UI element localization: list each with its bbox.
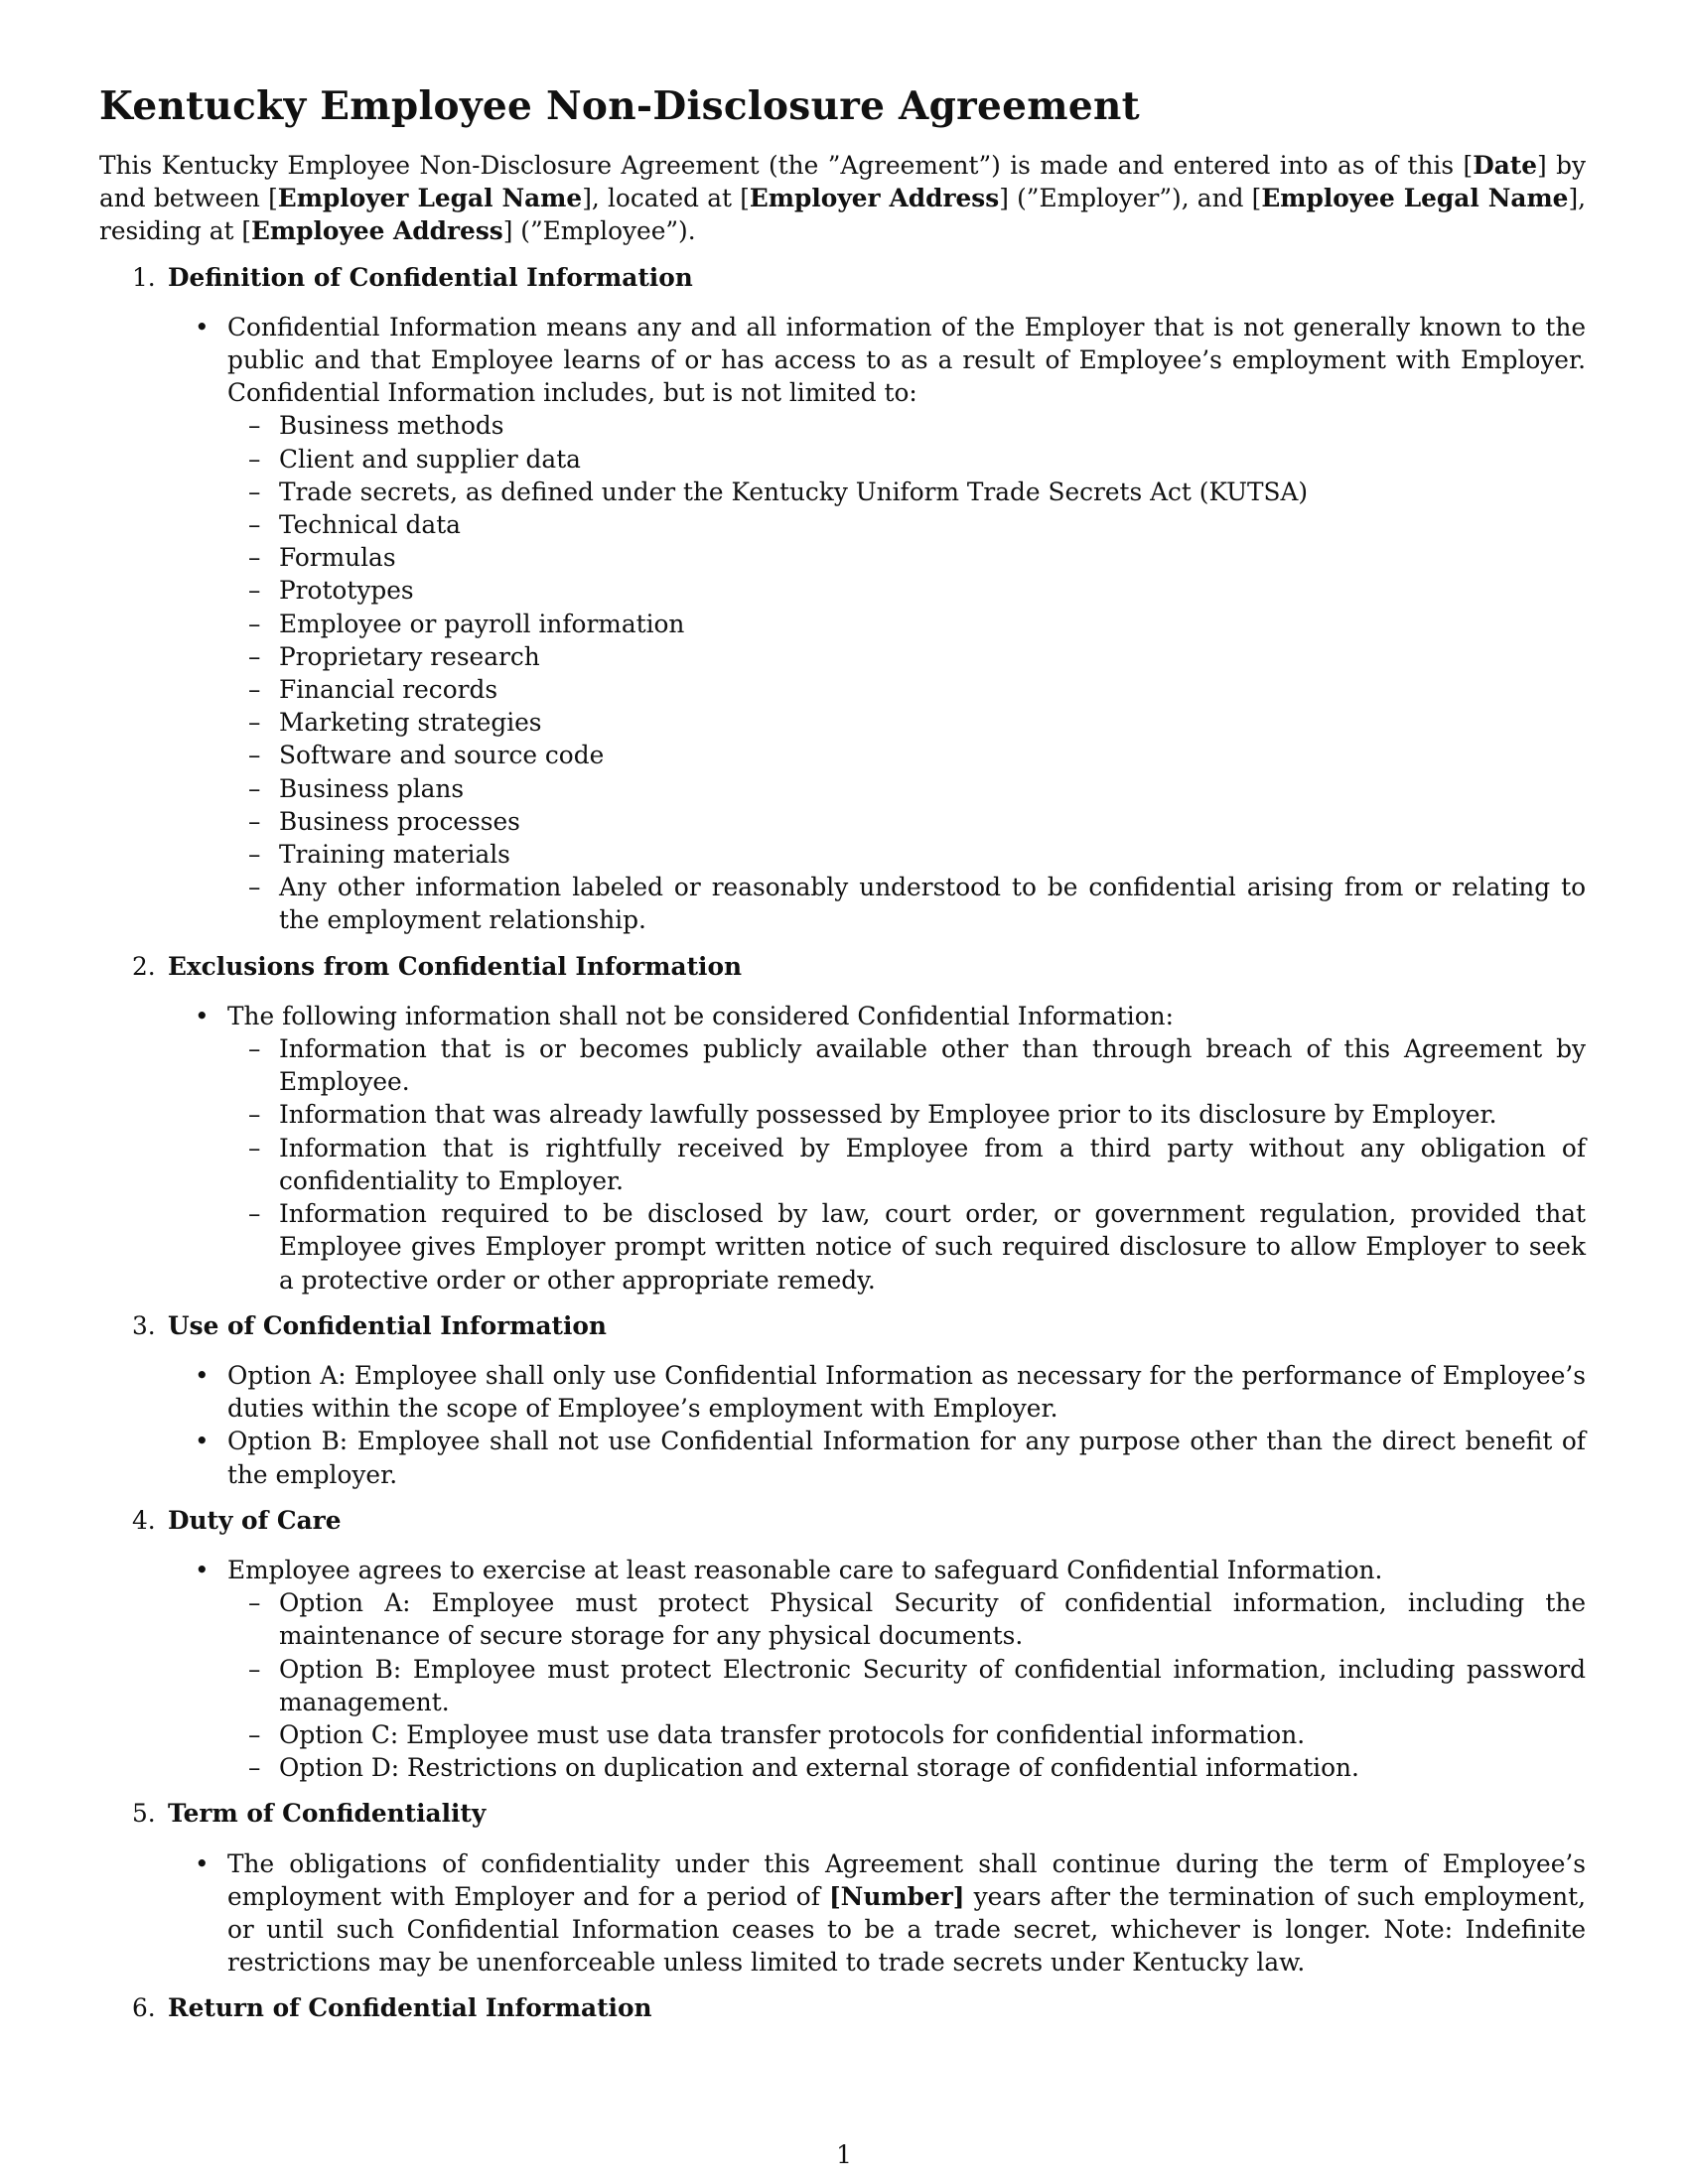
section-5 (99, 1797, 1586, 1979)
dash-marker: – (248, 1133, 261, 1162)
dash-marker: – (248, 444, 261, 474)
section-number: 5. (132, 1799, 156, 1829)
bullet-list (168, 1000, 1586, 1297)
bullet-marker: • (195, 1848, 210, 1878)
dash-marker: – (248, 609, 261, 638)
sub-item-text: Option C: Employee must use data transfer protocols for confidential information. (279, 1719, 1306, 1749)
section-title: Exclusions from Confidential Information (168, 951, 743, 981)
sub-item-text: Proprietary research (279, 641, 540, 671)
dash-marker: – (248, 1199, 261, 1229)
section-number: 6. (132, 1993, 156, 2023)
sub-item (227, 1653, 1586, 1718)
document-title: Kentucky Employee Non-Disclosure Agreement (99, 83, 1140, 129)
sub-item (227, 1197, 1586, 1297)
intro-text: ], residing at [ (99, 184, 1587, 246)
bullet-item (168, 1554, 1586, 1784)
dash-marker: – (248, 708, 261, 738)
sub-item-text: Information required to be disclosed by law, court order, or government regulation, provided that Employee gives Employer prompt written notice of such required disclosure to allow Employer to seek a protective order or other appropriate remedy. (279, 1199, 1586, 1295)
sub-item (227, 640, 1586, 673)
section-number: 4. (132, 1505, 156, 1535)
intro-paragraph (99, 149, 1586, 248)
sub-item (227, 1751, 1586, 1784)
section-1 (99, 261, 1586, 937)
sub-list (227, 1032, 1586, 1297)
section-3 (99, 1309, 1586, 1491)
term-text: The obligations of confidentiality under this Agreement shall continue during the term of Employee’s employment with Employer and for a period of (227, 1848, 1586, 1911)
sub-item-text: Financial records (279, 675, 498, 705)
bullet-item (168, 1847, 1586, 1979)
dash-marker: – (248, 773, 261, 803)
bullet-text: The following information shall not be considered Confidential Information: (227, 1001, 1174, 1030)
number-placeholder: [Number] (828, 1881, 965, 1911)
dash-marker: – (248, 1588, 261, 1618)
sub-item (227, 541, 1586, 574)
employer-name-placeholder: Employer Legal Name (277, 184, 583, 213)
bullet-item (168, 311, 1586, 937)
sub-item-text: Option B: Employee must protect Electronic Security of confidential information, including password management. (279, 1654, 1586, 1716)
sub-item-text: Software and source code (279, 741, 605, 770)
sub-item-text: Information that is or becomes publicly available other than through breach of this Agreement by Employee. (279, 1034, 1586, 1097)
sub-item-text: Trade secrets, as defined under the Kentucky Uniform Trade Secrets Act (KUTSA) (279, 477, 1309, 506)
section-number: 2. (132, 951, 156, 981)
sub-item (227, 1098, 1586, 1131)
intro-text: ], located at [ (582, 184, 750, 213)
sub-item-text: Business methods (279, 411, 504, 441)
dash-marker: – (248, 1034, 261, 1064)
section-number: 1. (132, 262, 156, 292)
dash-marker: – (248, 1654, 261, 1684)
sub-item (227, 1132, 1586, 1197)
sub-item-text: Business plans (279, 773, 465, 803)
sub-item-text: Prototypes (279, 576, 414, 606)
dash-marker: – (248, 576, 261, 606)
date-placeholder: Date (1473, 151, 1537, 180)
bullet-marker: • (195, 312, 210, 341)
section-title: Term of Confidentiality (168, 1799, 487, 1829)
page-number: 1 (836, 2140, 852, 2169)
section-4 (99, 1504, 1586, 1785)
sub-item-text: Marketing strategies (279, 708, 542, 738)
sub-item-text: Option A: Employee must protect Physical Security of confidential information, including the maintenance of secure storage for any physical documents. (279, 1588, 1586, 1651)
bullet-text: Option A: Employee shall only use Confidential Information as necessary for the performance of Employee’s duties within the scope of Employee’s employment with Employer. (227, 1360, 1586, 1424)
dash-marker: – (248, 840, 261, 870)
bullet-marker: • (195, 1360, 210, 1390)
dash-marker: – (248, 477, 261, 506)
sub-item-text: Business processes (279, 806, 520, 836)
intro-text: ] by and between [ (99, 151, 1586, 213)
sub-item (227, 706, 1586, 739)
section-title: Definition of Confidential Information (168, 262, 693, 292)
sub-item (227, 871, 1586, 936)
sub-item-text: Client and supplier data (279, 444, 581, 474)
intro-text: This Kentucky Employee Non-Disclosure Agreement (the ”Agreement”) is made and entered into as of this [ (99, 151, 1474, 180)
bullet-text: Employee agrees to exercise at least reasonable care to safeguard Confidential Information. (227, 1555, 1383, 1584)
bullet-list (168, 1847, 1586, 1979)
bullet-item (168, 1425, 1586, 1490)
section-6 (99, 1991, 1586, 2024)
sub-item-text: Employee or payroll information (279, 609, 685, 638)
sub-item-text: Training materials (279, 840, 510, 870)
bullet-list (168, 311, 1586, 937)
dash-marker: – (248, 741, 261, 770)
employer-address-placeholder: Employer Address (749, 184, 1000, 213)
bullet-list (168, 1359, 1586, 1491)
sub-item (227, 1718, 1586, 1751)
dash-marker: – (248, 1753, 261, 1783)
dash-marker: – (248, 543, 261, 573)
section-title: Use of Confidential Information (168, 1310, 607, 1340)
section-title: Return of Confidential Information (168, 1993, 652, 2023)
sub-item (227, 409, 1586, 442)
employee-address-placeholder: Employee Address (251, 216, 503, 246)
sub-item (227, 443, 1586, 476)
sub-item (227, 1586, 1586, 1652)
section-number: 3. (132, 1310, 156, 1340)
sub-item (227, 805, 1586, 838)
intro-text: ] (”Employee”). (502, 216, 696, 246)
sub-item (227, 838, 1586, 871)
sub-item (227, 673, 1586, 706)
sub-item-text: Technical data (279, 510, 461, 540)
dash-marker: – (248, 1719, 261, 1749)
sub-item-text: Option D: Restrictions on duplication and external storage of confidential information. (279, 1753, 1359, 1783)
sub-list (227, 409, 1586, 936)
dash-marker: – (248, 411, 261, 441)
sub-item (227, 739, 1586, 771)
bullet-marker: • (195, 1555, 210, 1584)
dash-marker: – (248, 873, 261, 902)
sub-item-text: Any other information labeled or reasonably understood to be confidential arising from or relating to the employment relationship. (279, 873, 1586, 935)
sub-item (227, 772, 1586, 805)
sub-item-text: Information that is rightfully received by Employee from a third party without any obligation of confidentiality to Employer. (279, 1133, 1586, 1195)
sub-item (227, 608, 1586, 640)
term-text: years after the termination of such employment, or until such Confidential Information ceases to be a trade secret, whichever is longer. Note: Indefinite restrictions may be unenforceable unless limited to trade secrets under Kentucky law. (227, 1881, 1586, 1978)
bullet-marker: • (195, 1001, 210, 1030)
section-2 (99, 950, 1586, 1297)
dash-marker: – (248, 806, 261, 836)
employee-name-placeholder: Employee Legal Name (1261, 184, 1569, 213)
bullet-text: Option B: Employee shall not use Confidential Information for any purpose other than the direct benefit of the employer. (227, 1427, 1586, 1489)
dash-marker: – (248, 675, 261, 705)
sub-list (227, 1586, 1586, 1784)
bullet-item (168, 1000, 1586, 1297)
section-title: Duty of Care (168, 1505, 342, 1535)
dash-marker: – (248, 1100, 261, 1130)
sub-item (227, 1032, 1586, 1098)
bullet-text (227, 1849, 1586, 1978)
sections-list (99, 261, 1586, 2025)
sub-item (227, 476, 1586, 508)
sub-item-text: Formulas (279, 543, 396, 573)
intro-text: ] (”Employer”), and [ (999, 184, 1262, 213)
bullet-list (168, 1554, 1586, 1784)
sub-item (227, 508, 1586, 541)
document-page (99, 81, 1586, 2025)
bullet-text: Confidential Information means any and all information of the Employer that is not generally known to the public and that Employee learns of or has access to as a result of Employee’s employment with Employer. Confidential Information includes, but is not limited to: (227, 312, 1586, 408)
dash-marker: – (248, 510, 261, 540)
sub-item (227, 574, 1586, 607)
sub-item-text: Information that was already lawfully possessed by Employee prior to its disclosure by Employer. (279, 1100, 1497, 1130)
bullet-marker: • (195, 1427, 210, 1456)
bullet-item (168, 1359, 1586, 1425)
dash-marker: – (248, 641, 261, 671)
